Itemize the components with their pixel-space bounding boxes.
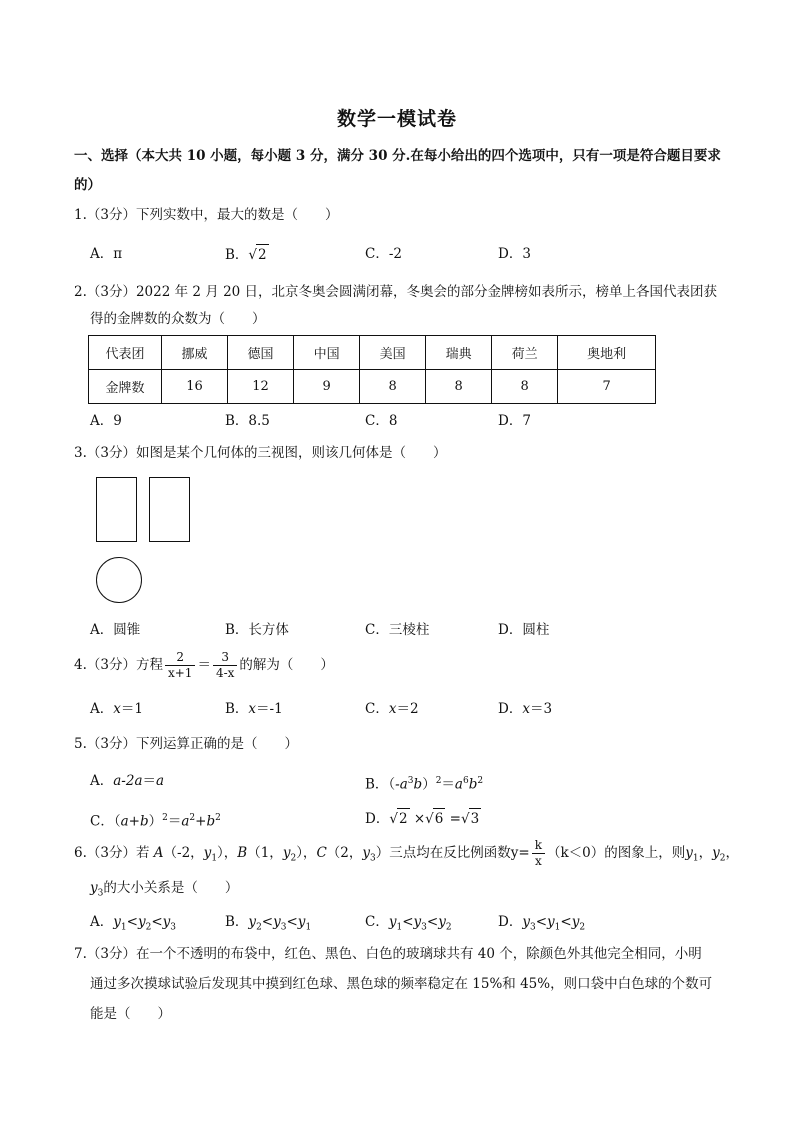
- subscript: 3: [170, 922, 176, 933]
- subscript: 2: [256, 922, 262, 933]
- option-label: B．: [225, 701, 249, 717]
- paren: ）: [422, 776, 436, 793]
- question-2-stem-line2: 得的金牌数的众数为（ ）: [90, 311, 266, 327]
- q6-fraction: [532, 838, 545, 869]
- sep: ），: [296, 845, 317, 861]
- table-cell: 中国: [294, 336, 360, 370]
- subscript: 1: [211, 853, 218, 864]
- table-cell: 7: [558, 370, 656, 404]
- option-label: A．: [90, 701, 114, 717]
- coord: （-2，: [163, 845, 204, 861]
- variable: y: [203, 845, 212, 861]
- q2-option-b: B．8.5: [225, 413, 270, 429]
- result: a: [454, 776, 463, 793]
- q6-option-c: [365, 912, 452, 938]
- question-7-stem-line3: 能是（ ）: [90, 1006, 171, 1022]
- variable: x: [522, 701, 530, 717]
- q6-option-b: [225, 912, 311, 938]
- q3-option-a: A．圆锥: [90, 622, 141, 638]
- variable: y: [388, 914, 397, 930]
- variable: y: [685, 845, 693, 861]
- variable: y: [137, 914, 146, 930]
- less-than: <: [535, 914, 548, 930]
- table-cell: 挪威: [162, 336, 228, 370]
- q4-option-d: [498, 699, 552, 719]
- table-cell: 12: [228, 370, 294, 404]
- point-a: A: [153, 845, 164, 861]
- section-heading-line1: 一、选择（本大共 10 小题，每小题 3 分，满分 30 分.在每小给出的四个选项中，只有一项是符合题目要求: [74, 148, 721, 164]
- variable: y: [282, 845, 291, 861]
- question-3-stem: 3.（3分）如图是某个几何体的三视图，则该几何体是（ ）: [74, 445, 447, 461]
- q2-option-a: A．9: [90, 413, 122, 429]
- q2-option-c: C．8: [365, 413, 398, 429]
- q2-option-d: D．7: [498, 413, 531, 429]
- result: b: [468, 776, 478, 793]
- q4-frac2-numerator: 3: [213, 650, 237, 666]
- table-cell: 8: [426, 370, 492, 404]
- equals: ＝: [167, 813, 182, 830]
- q4-equals: ＝: [197, 657, 211, 673]
- numerator: k: [532, 838, 545, 854]
- q4-fraction-2: [213, 650, 237, 681]
- less-than: <: [560, 914, 572, 930]
- variable: y: [162, 914, 171, 930]
- paren: ）: [148, 813, 163, 830]
- table-cell: 奥地利: [558, 336, 656, 370]
- equals: =: [449, 811, 461, 827]
- table-cell: 瑞典: [426, 336, 492, 370]
- q3-option-b: B．长方体: [225, 622, 289, 638]
- subscript: 1: [554, 922, 561, 933]
- sqrt-symbol: √2: [389, 808, 409, 829]
- question-2-stem-line1: 2.（3分）2022 年 2 月 20 日，北京冬奥会圆满闭幕，冬奥会的部分金牌榜如表所示，榜单上各国代表团获: [74, 284, 718, 300]
- exponent: 2: [215, 813, 221, 823]
- q1-option-b-label: B．: [225, 247, 249, 263]
- coord: （1，: [247, 845, 283, 861]
- exponent: 2: [162, 813, 168, 823]
- expression: a+b: [120, 813, 149, 830]
- plus: +: [195, 813, 207, 830]
- medal-table: [88, 335, 656, 404]
- subscript: 1: [120, 922, 127, 933]
- stem-suffix: 的大小关系是（ ）: [103, 880, 239, 896]
- exponent: 2: [189, 813, 196, 823]
- variable: x: [388, 701, 397, 717]
- table-cell: 美国: [360, 336, 426, 370]
- variable: y: [90, 880, 98, 896]
- variable: y: [547, 914, 555, 930]
- value: ＝1: [120, 701, 143, 717]
- function-name: y=: [510, 845, 530, 861]
- radicand: 2: [397, 808, 410, 829]
- table-header-row: [89, 336, 656, 370]
- table-cell: 8: [360, 370, 426, 404]
- less-than: <: [426, 914, 439, 930]
- q6-option-a: [90, 912, 176, 938]
- sep: ）三点均在反比例函数: [375, 845, 511, 861]
- variable: y: [571, 914, 580, 930]
- result: a: [156, 773, 165, 789]
- radicand: 3: [469, 808, 482, 829]
- denominator: x: [534, 854, 542, 868]
- exponent: 3: [407, 776, 414, 786]
- variable: y: [362, 845, 371, 861]
- sqrt-symbol: √2: [248, 244, 268, 265]
- subscript: 2: [445, 922, 452, 933]
- value: ＝3: [529, 701, 553, 717]
- option-label: A．: [90, 914, 114, 930]
- option-label: D．: [498, 701, 523, 717]
- subscript: 3: [97, 888, 104, 899]
- table-cell: 16: [162, 370, 228, 404]
- q4-option-b: [225, 699, 283, 719]
- option-label: D．: [365, 811, 390, 827]
- table-cell: 德国: [228, 336, 294, 370]
- option-label: A．: [90, 773, 114, 789]
- comma: ，: [725, 845, 740, 861]
- subscript: 2: [719, 853, 726, 864]
- exponent: 2: [435, 776, 442, 786]
- q4-frac1-denominator: x+1: [167, 666, 193, 680]
- less-than: <: [286, 914, 298, 930]
- option-label: B．: [225, 914, 249, 930]
- exponent: 2: [477, 776, 484, 786]
- variable: y: [113, 914, 121, 930]
- times: ×: [413, 811, 426, 827]
- less-than: <: [261, 914, 274, 930]
- table-row: [89, 370, 656, 404]
- exponent: 6: [462, 776, 469, 786]
- option-label: C．: [365, 914, 389, 930]
- question-1-stem: 1.（3分）下列实数中，最大的数是（ ）: [74, 207, 339, 223]
- coord: （2，: [326, 845, 363, 861]
- question-6-stem-line2: [90, 878, 238, 904]
- table-cell: 代表团: [89, 336, 162, 370]
- question-6-stem-line1: [74, 838, 739, 874]
- subscript: 1: [692, 853, 699, 864]
- question-7-stem-line2: 通过多次摸球试验后发现其中摸到红色球、黑色球的频率稳定在 15%和 45%，则口袋中白色球的个数可: [90, 976, 713, 992]
- option-label: C．: [365, 701, 389, 717]
- expression: a-2a: [113, 773, 143, 789]
- q4-stem-suffix: 的解为（ ）: [239, 657, 334, 673]
- condition: （k＜0）的图象上，则: [546, 845, 686, 861]
- question-4-stem: [74, 648, 334, 682]
- variable: y: [413, 914, 422, 930]
- q5-option-d: [365, 808, 481, 829]
- table-cell: 荷兰: [492, 336, 558, 370]
- result: a: [181, 813, 190, 830]
- q4-option-c: [365, 699, 419, 719]
- less-than: <: [402, 914, 414, 930]
- q1-option-c: C．-2: [365, 246, 402, 262]
- subscript: 3: [529, 922, 536, 933]
- equals: ＝: [441, 776, 455, 793]
- q4-stem-prefix: 4.（3分）方程: [74, 657, 163, 673]
- result: b: [206, 813, 216, 830]
- less-than: <: [151, 914, 163, 930]
- sep: ），: [217, 845, 238, 861]
- subscript: 2: [579, 922, 586, 933]
- q3-option-d: D．圆柱: [498, 622, 550, 638]
- subscript: 3: [421, 922, 427, 933]
- side-view-rectangle: [149, 477, 190, 542]
- subscript: 1: [305, 922, 312, 933]
- stem-prefix: 6.（3分）若: [74, 845, 154, 861]
- subscript: 3: [370, 853, 376, 864]
- subscript: 1: [396, 922, 403, 933]
- variable: y: [438, 914, 446, 930]
- q1-option-a: A．π: [90, 246, 123, 262]
- sqrt-symbol: √3: [461, 808, 481, 829]
- option-label: C．（: [90, 813, 121, 830]
- comma: ，: [698, 845, 713, 861]
- variable: b: [413, 776, 423, 793]
- variable: y: [712, 845, 720, 861]
- table-cell: 9: [294, 370, 360, 404]
- variable: x: [113, 701, 121, 717]
- q4-option-a: [90, 699, 143, 719]
- section-heading-line2: 的）: [74, 177, 101, 193]
- top-view-circle: [96, 557, 142, 603]
- option-label: B．（: [365, 776, 396, 793]
- variable: y: [522, 914, 530, 930]
- value: ＝-1: [256, 701, 283, 717]
- q5-option-a: [90, 771, 164, 791]
- option-label: D．: [498, 914, 523, 930]
- q4-fraction-1: [165, 650, 195, 681]
- point-c: C: [316, 845, 327, 861]
- variable: y: [273, 914, 281, 930]
- page-title: 数学一模试卷: [336, 108, 457, 130]
- q5-option-c: [90, 808, 221, 832]
- question-5-stem: 5.（3分）下列运算正确的是（ ）: [74, 736, 298, 752]
- q1-option-d: D．3: [498, 246, 531, 262]
- q1-option-b-radicand: 2: [256, 244, 269, 265]
- table-cell: 金牌数: [89, 370, 162, 404]
- table-cell: 8: [492, 370, 558, 404]
- less-than: <: [126, 914, 138, 930]
- q5-option-b: [365, 771, 483, 795]
- subscript: 2: [290, 853, 297, 864]
- question-7-stem-line1: 7.（3分）在一个不透明的布袋中，红色、黑色、白色的玻璃球共有 40 个，除颜色外其他完全相同，小明: [74, 946, 702, 962]
- radicand: 6: [433, 808, 446, 829]
- subscript: 2: [145, 922, 152, 933]
- q3-option-c: C．三棱柱: [365, 622, 430, 638]
- variable: y: [248, 914, 257, 930]
- q4-frac1-numerator: 2: [165, 650, 195, 666]
- value: ＝2: [396, 701, 419, 717]
- expression: -a: [395, 776, 408, 793]
- subscript: 3: [280, 922, 287, 933]
- q1-option-b: [225, 244, 269, 265]
- front-view-rectangle: [96, 477, 137, 542]
- variable: x: [248, 701, 257, 717]
- q4-frac2-denominator: 4-x: [215, 666, 235, 680]
- q6-option-d: [498, 912, 585, 938]
- point-b: B: [237, 845, 248, 861]
- equals: ＝: [142, 773, 156, 789]
- sqrt-symbol: √6: [425, 808, 445, 829]
- variable: y: [297, 914, 306, 930]
